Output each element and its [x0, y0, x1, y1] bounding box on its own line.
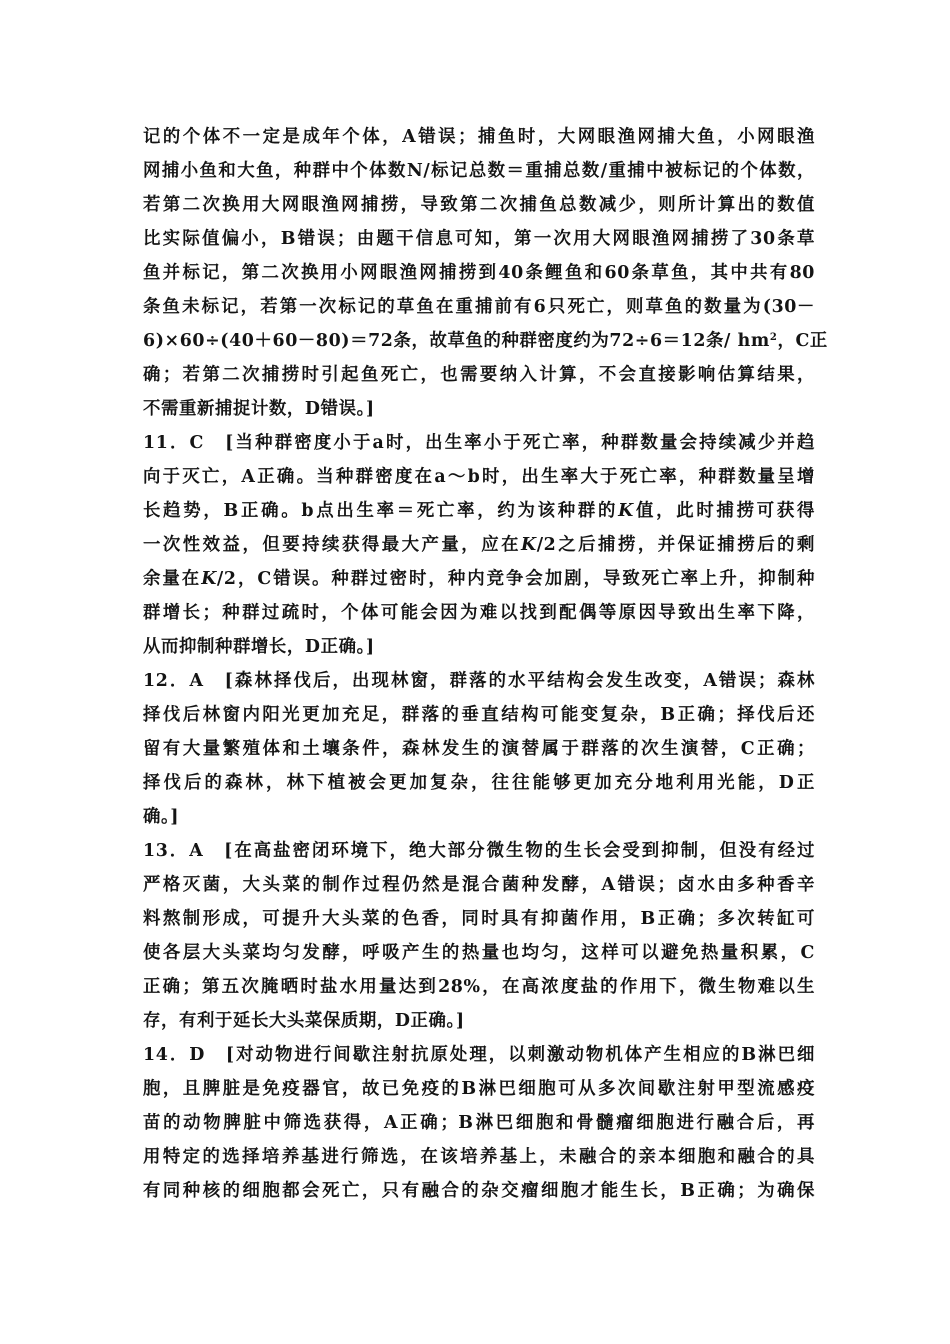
- text-segment: 一次性效益，但要持续获得最大产量，应在: [143, 535, 521, 555]
- text-line: 比实际值偏小，B错误；由题干信息可知，第一次用大网眼渔网捕捞了30条草: [143, 229, 815, 249]
- text-line: [143, 528, 815, 562]
- text-line: 条鱼未标记，若第一次标记的草鱼在重捕前有6只死亡，则草鱼的数量为(30－: [143, 297, 815, 317]
- text-line: 向于灭亡，A正确。当种群密度在a～b时，出生率大于死亡率，种群数量呈增: [143, 467, 815, 487]
- text-line: 择伐后林窗内阳光更加充足，群落的垂直结构可能变复杂，B正确；择伐后还: [143, 705, 815, 725]
- text-line: 择伐后的森林，林下植被会更加复杂，往往能够更加充分地利用光能，D正: [143, 773, 815, 793]
- text-segment: ，C正: [777, 331, 828, 351]
- text-line: 正确；第五次腌晒时盐水用量达到28%，在高浓度盐的作用下，微生物难以生: [143, 977, 815, 997]
- text-line: [143, 324, 828, 358]
- text-line: 用特定的选择培养基进行筛选，在该培养基上，未融合的亲本细胞和融合的具: [143, 1147, 815, 1167]
- text-line: 若第二次换用大网眼渔网捕捞，导致第二次捕鱼总数减少，则所计算出的数值: [143, 195, 815, 215]
- text-line: 从而抑制种群增长，D正确。]: [143, 637, 375, 657]
- text-line: [143, 562, 815, 596]
- answer-13-line: 13．A [在高盐密闭环境下，绝大部分微生物的生长会受到抑制，但没有经过: [143, 841, 815, 861]
- text-line: 苗的动物脾脏中筛选获得，A正确；B淋巴细胞和骨髓瘤细胞进行融合后，再: [143, 1113, 815, 1133]
- text-line: 留有大量繁殖体和土壤条件，森林发生的演替属于群落的次生演替，C正确；: [143, 739, 815, 759]
- text-line: 使各层大头菜均匀发酵，呼吸产生的热量也均匀，这样可以避免热量积累，C: [143, 943, 815, 963]
- text-segment: 6)×60÷(40＋60－80)＝72条，故草鱼的种群密度约为72÷6＝12条/ hm: [143, 331, 770, 351]
- text-segment: /2之后捕捞，并保证捕捞后的剩: [536, 535, 815, 555]
- answer-14-line: 14．D [对动物进行间歇注射抗原处理，以刺激动物机体产生相应的B淋巴细: [143, 1045, 815, 1065]
- text-line: 存，有利于延长大头菜保质期，D正确。]: [143, 1011, 465, 1031]
- text-line: 胞，且脾脏是免疫器官，故已免疫的B淋巴细胞可从多次间歇注射甲型流感疫: [143, 1079, 815, 1099]
- text-line: 有同种核的细胞都会死亡，只有融合的杂交瘤细胞才能生长，B正确；为确保: [143, 1181, 815, 1201]
- text-segment: /2，C错误。种群过密时，种内竞争会加剧，导致死亡率上升，抑制种: [216, 569, 815, 589]
- text-line: 鱼并标记，第二次换用小网眼渔网捕捞到40条鲤鱼和60条草鱼，其中共有80: [143, 263, 815, 283]
- answer-12-line: 12．A [森林择伐后，出现林窗，群落的水平结构会发生改变，A错误；森林: [143, 671, 815, 691]
- superscript: 2: [769, 332, 778, 343]
- answer-11-line: 11．C [当种群密度小于a时，出生率小于死亡率，种群数量会持续减少并趋: [143, 433, 815, 453]
- text-line: 确；若第二次捕捞时引起鱼死亡，也需要纳入计算，不会直接影响估算结果，: [143, 365, 815, 385]
- text-segment: 长趋势，B正确。b点出生率＝死亡率，约为该种群的: [143, 501, 619, 521]
- text-segment: 余量在: [143, 569, 202, 589]
- text-line: 确。]: [143, 807, 180, 827]
- text-line: 记的个体不一定是成年个体，A错误；捕鱼时，大网眼渔网捕大鱼，小网眼渔: [143, 127, 815, 147]
- text-segment: 值，此时捕捞可获得: [633, 501, 816, 521]
- italic-k: K: [521, 535, 537, 555]
- text-line: 不需重新捕捉计数，D错误。]: [143, 399, 375, 419]
- text-line: 料熬制形成，可提升大头菜的色香，同时具有抑菌作用，B正确；多次转缸可: [143, 909, 815, 929]
- text-line: 网捕小鱼和大鱼，种群中个体数N/标记总数＝重捕总数/重捕中被标记的个体数，: [143, 161, 815, 181]
- text-line: 群增长；种群过疏时，个体可能会因为难以找到配偶等原因导致出生率下降，: [143, 603, 815, 623]
- italic-k: K: [201, 569, 217, 589]
- text-line: 严格灭菌，大头菜的制作过程仍然是混合菌种发酵，A错误；卤水由多种香辛: [143, 875, 815, 895]
- text-line: [143, 494, 815, 528]
- italic-k: K: [618, 501, 634, 521]
